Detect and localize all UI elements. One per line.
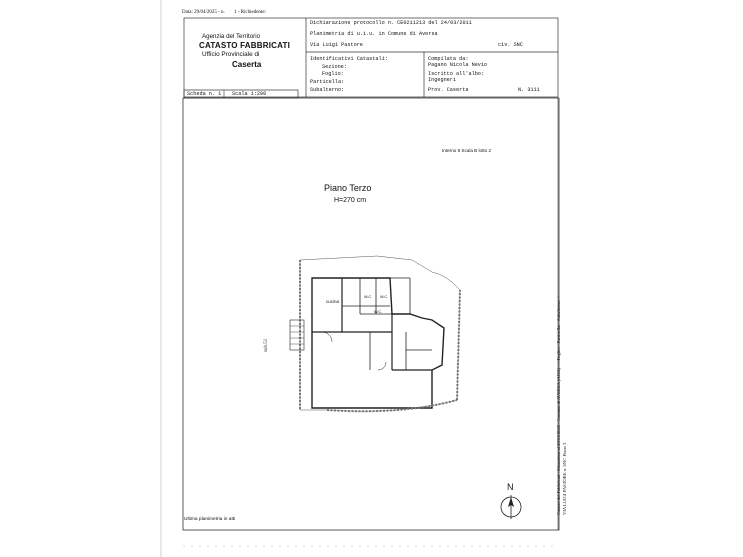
drawing-scale: Scala 1:200 <box>232 91 267 97</box>
print-reference: 1 - Richiedente: <box>234 10 266 15</box>
margin-address-line: VIA LUIGI PASTORE n. SNC Piano 3 <box>562 442 567 515</box>
declaration-protocol: Dichiarazione protocollo n. CE0211213 del 24/03/2011 <box>310 20 472 26</box>
sezione-label: Sezione: <box>322 64 347 70</box>
agency-catasto: CATASTO FABBRICATI <box>199 41 291 50</box>
agency-name: Agenzia del Territorio <box>202 33 261 40</box>
cadastral-document-page <box>162 0 580 557</box>
floor-plan-drawing <box>282 250 482 440</box>
registered-label: Iscritto all'albo: <box>428 71 485 77</box>
floor-label: Piano Terzo <box>324 183 372 193</box>
print-date: Data: 29/04/2025 - n. <box>182 10 225 15</box>
room-kitchen-label: cucina <box>326 299 340 304</box>
agency-office: Ufficio Provinciale di <box>202 51 260 58</box>
civic-number: civ. SNC <box>498 42 523 48</box>
margin-cadastre-line: Catasto dei Fabbricati - Situazione al 29/04/2025 - Comune di AVERSA (A512) - < Foglio: - Particella: - Subalterno: > <box>556 295 561 515</box>
room-wc-label-2: W.C. <box>380 295 389 299</box>
unit-reference: Interno 5 Scala B lotto 2 <box>442 148 492 153</box>
compiler-name: Pagano Nicola Nevio <box>428 62 488 68</box>
floor-height: H=270 cm <box>334 197 367 204</box>
compiler-number: N. 3111 <box>518 87 540 93</box>
north-arrow-icon <box>498 494 524 520</box>
north-label: N <box>507 482 514 492</box>
compiler-profession: Ingegneri <box>428 77 457 83</box>
compiled-by-label: Compilata da: <box>428 56 469 62</box>
subalterno-label: Subalterno: <box>310 87 345 93</box>
street-address: Via Luigi Pastore <box>310 42 363 48</box>
room-wc-label-1: W.C. <box>364 295 373 299</box>
footer-note: Ultima planimetria in atti <box>184 517 236 522</box>
particella-label: Particella: <box>310 79 345 85</box>
compiler-province: Prov. Caserta <box>428 87 469 93</box>
foglio-label: Foglio: <box>322 71 344 77</box>
scheda-number: Scheda n. 1 <box>187 91 222 97</box>
agency-province: Caserta <box>232 60 262 69</box>
side-sub-label: sub.51 <box>264 338 269 352</box>
identifiers-title: Identificativi Catastali: <box>310 56 388 62</box>
plan-municipality: Planimetria di u.i.u. in Comune di Aversa <box>310 31 438 37</box>
room-wc-label-3: W.C. <box>374 310 383 314</box>
